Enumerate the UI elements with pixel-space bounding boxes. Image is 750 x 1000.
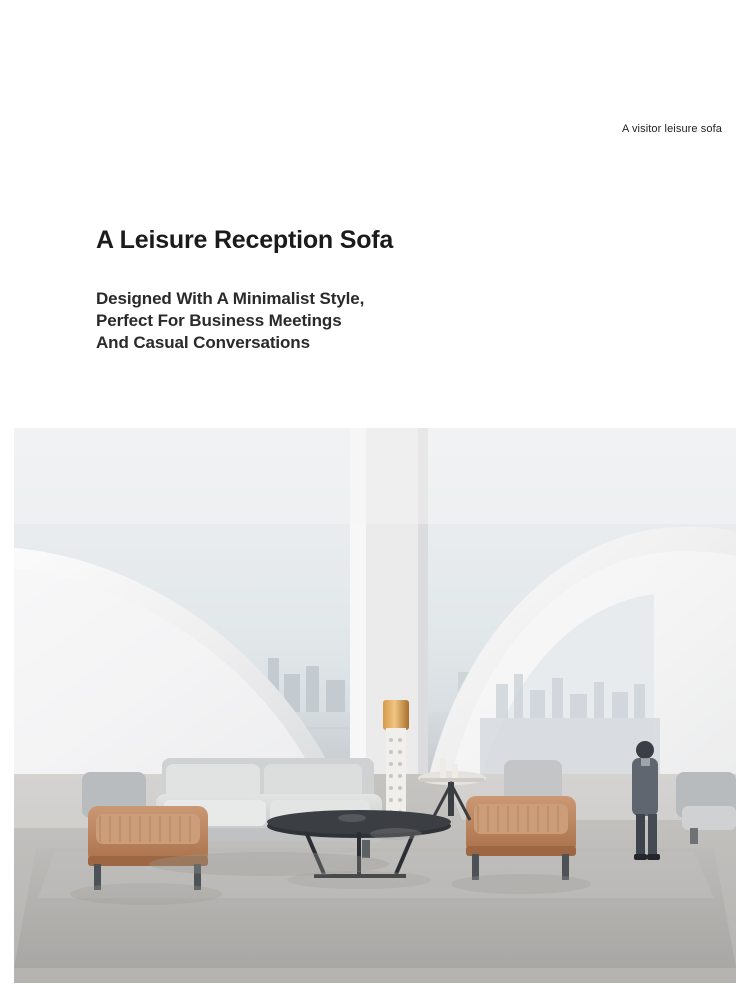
eyebrow-label: A visitor leisure sofa: [621, 123, 722, 135]
page-title: A Leisure Reception Sofa: [96, 226, 394, 254]
hero-image: [14, 428, 736, 983]
lounge-scene-illustration: [14, 428, 736, 983]
page-subtitle: Designed With A Minimalist Style, Perfect For Business Meetings And Casual Conversations: [96, 289, 365, 352]
headline-block: [96, 222, 426, 258]
